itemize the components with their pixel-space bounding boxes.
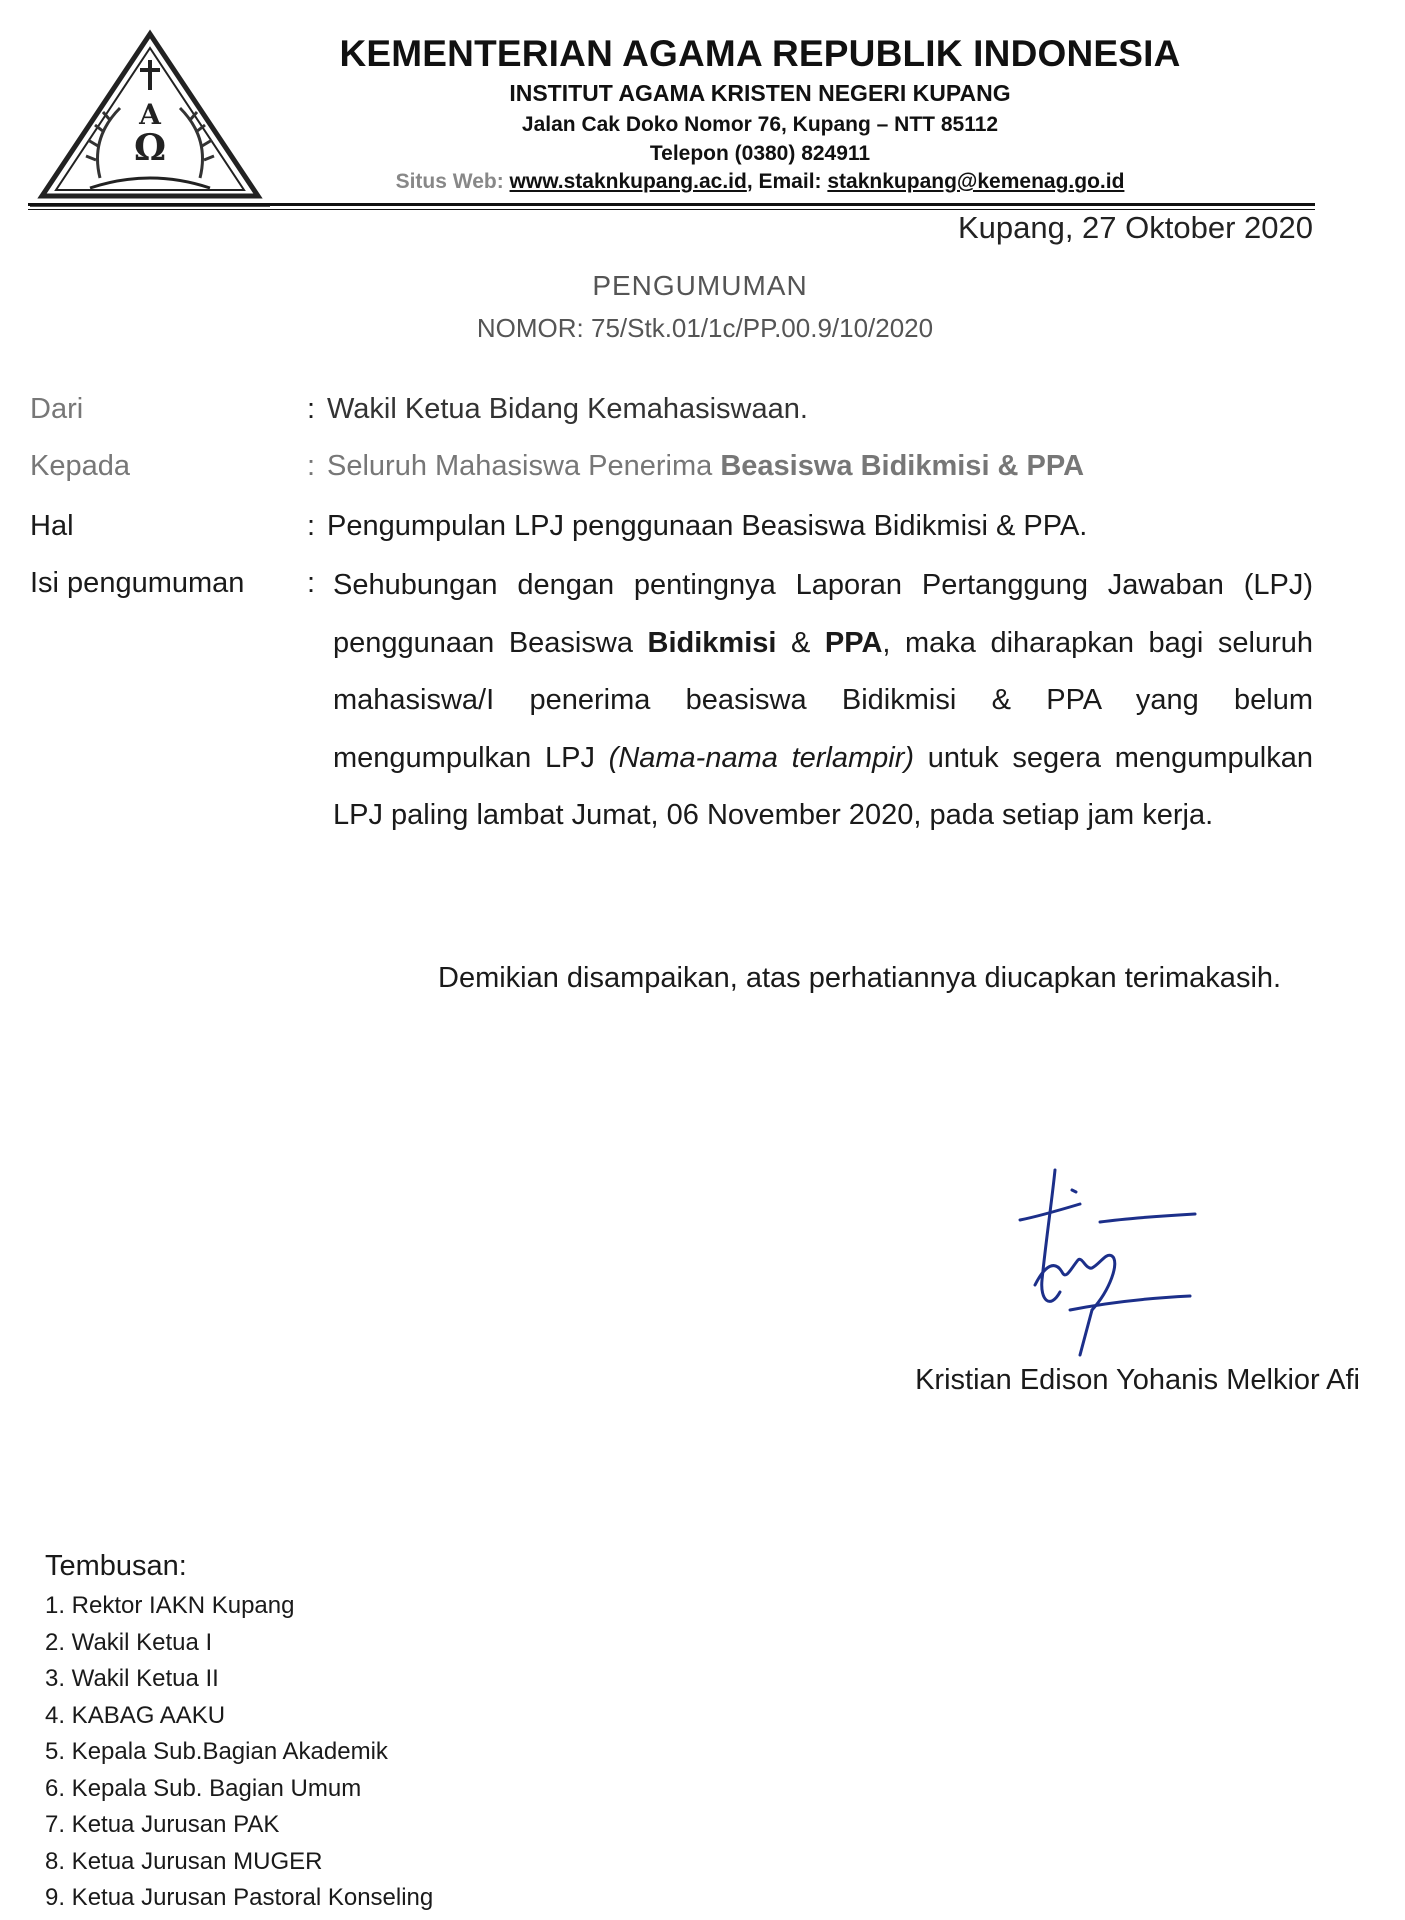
announcement-number: NOMOR: 75/Stk.01/1c/PP.00.9/10/2020 [476,313,934,343]
kepada-label: Kepada [30,450,130,482]
body-bold-2: PPA [824,626,883,659]
institute-name: INSTITUT AGAMA KRISTEN NEGERI KUPANG [509,80,1011,106]
kepada-colon: : [307,450,316,482]
institute-contact [260,170,1260,194]
list-item: 6. Kepala Sub. Bagian Umum [45,1774,362,1802]
closing-paragraph: Demikian disampaikan, atas perhatiannya diucapkan terimakasih. [438,962,1282,994]
list-item: 5. Kepala Sub.Bagian Akademik [45,1738,388,1765]
letter-date: Kupang, 27 Oktober 2020 [957,210,1313,245]
hal-value: Pengumpulan LPJ penggunaan Beasiswa Bidikmisi & PPA. [327,510,1088,542]
announcement-title: PENGUMUMAN [592,270,808,301]
body-italic-1: (Nama-nama terlampir) [608,741,915,774]
body-text-4: untuk segera mengumpulkan LPJ paling lambat Jumat, 06 November 2020, pada setiap jam kerja. [333,741,1314,831]
list-item: 8. Ketua Jurusan MUGER [45,1847,323,1875]
hal-colon: : [307,510,316,542]
letterhead-rule [28,203,1315,206]
dari-value: Wakil Ketua Bidang Kemahasiswaan. [327,393,808,425]
body-text-2: & [776,626,825,659]
email-link[interactable]: staknkupang@kemenag.go.id [827,170,1125,193]
tembusan-title: Tembusan: [45,1550,187,1582]
institute-phone: Telepon (0380) 824911 [649,142,871,165]
email-label: , Email: [746,170,822,193]
announcement-body [333,557,1313,845]
kepada-value [327,450,1084,483]
institute-address: Jalan Cak Doko Nomor 76, Kupang – NTT 85112 [521,113,999,136]
ministry-name: KEMENTERIAN AGAMA REPUBLIK INDONESIA [339,33,1181,74]
handwritten-signature-icon [1000,1160,1220,1360]
svg-text:Ω: Ω [133,127,167,169]
web-link[interactable]: www.staknkupang.ac.id [509,170,747,193]
dari-colon: : [307,393,316,425]
institution-logo-icon [30,28,270,218]
web-label: Situs Web: [395,170,504,193]
list-item: 9. Ketua Jurusan Pastoral Konseling [45,1884,434,1911]
list-item: 7. Ketua Jurusan PAK [45,1811,280,1838]
kepada-value-bold: Beasiswa Bidikmisi & PPA [720,450,1085,482]
signer-name: Kristian Edison Yohanis Melkior Afi [915,1364,1360,1396]
list-item: 1. Rektor IAKN Kupang [45,1592,295,1619]
tembusan-list [45,1588,433,1917]
dari-label: Dari [30,393,84,425]
body-text-3: , maka diharapkan bagi seluruh mahasiswa/I penerima beasiswa Bidikmisi & PPA yang belum mengumpulkan LPJ [333,626,1314,774]
body-bold-1: Bidikmisi [647,626,777,659]
list-item: 3. Wakil Ketua II [45,1665,219,1692]
list-item: 2. Wakil Ketua I [45,1628,213,1656]
svg-text:A: A [139,98,161,131]
body-text-1: Sehubungan dengan pentingnya Laporan Pertanggung Jawaban (LPJ) penggunaan Beasiswa [333,569,1313,659]
kepada-value-plain: Seluruh Mahasiswa Penerima [327,450,721,482]
hal-label: Hal [30,510,74,542]
isi-label: Isi pengumuman [30,567,245,599]
isi-colon: : [307,567,316,599]
list-item: 4. KABAG AAKU [45,1701,226,1729]
